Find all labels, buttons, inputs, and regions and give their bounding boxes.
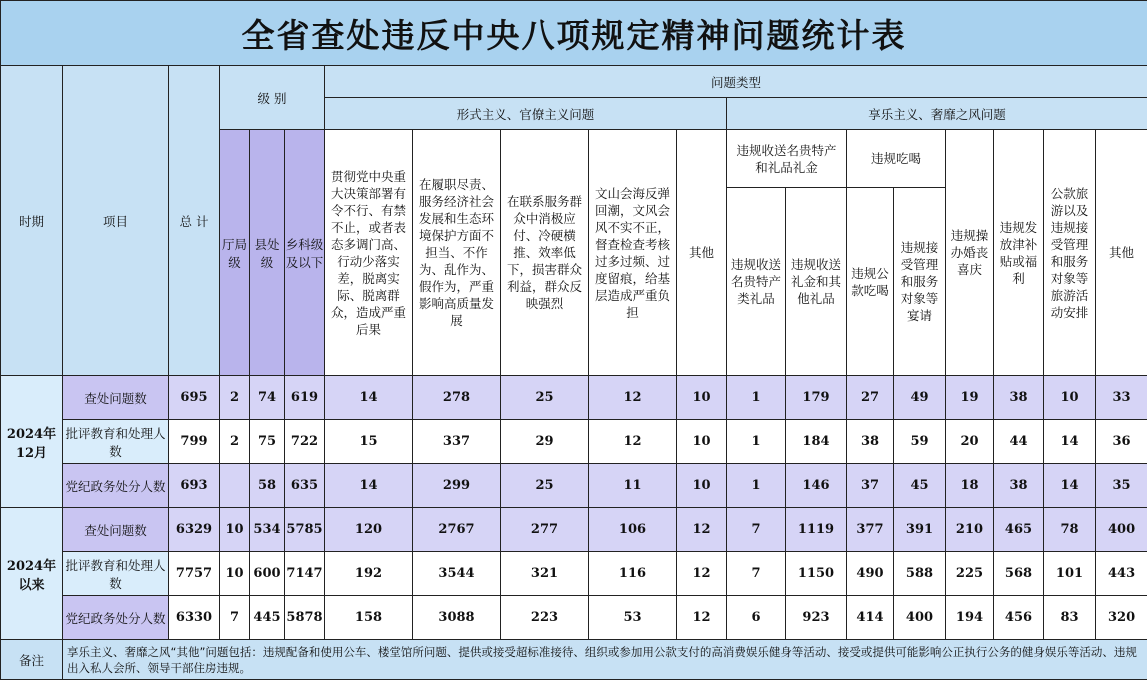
cell-level: 75 [250, 420, 285, 464]
cell-value: 36 [1096, 420, 1147, 464]
cell-value: 11 [589, 464, 677, 508]
cell-level: 7 [220, 596, 250, 640]
header-total: 总 计 [169, 66, 220, 376]
cell-total: 7757 [169, 552, 220, 596]
cell-value: 192 [325, 552, 413, 596]
cell-value: 29 [501, 420, 589, 464]
cell-level: 722 [285, 420, 325, 464]
cell-total: 6329 [169, 508, 220, 552]
header-dining-banquet: 违规接受管理和服务对象等宴请 [894, 188, 946, 376]
row-item: 党纪政务处分人数 [63, 596, 169, 640]
header-level-ting: 厅局级 [220, 130, 250, 376]
cell-value: 7 [727, 552, 786, 596]
header-gift-specialty: 违规收送名贵特产类礼品 [727, 188, 786, 376]
cell-value: 1 [727, 376, 786, 420]
cell-value: 10 [677, 420, 727, 464]
row-item: 批评教育和处理人数 [63, 552, 169, 596]
row-item: 查处问题数 [63, 508, 169, 552]
cell-value: 400 [894, 596, 946, 640]
cell-value: 465 [994, 508, 1044, 552]
cell-value: 158 [325, 596, 413, 640]
cell-total: 693 [169, 464, 220, 508]
cell-value: 1 [727, 464, 786, 508]
cell-level: 534 [250, 508, 285, 552]
header-formalism-other: 其他 [677, 130, 727, 376]
cell-value: 38 [994, 376, 1044, 420]
cell-value: 83 [1044, 596, 1096, 640]
cell-value: 120 [325, 508, 413, 552]
cell-value: 10 [677, 376, 727, 420]
cell-value: 223 [501, 596, 589, 640]
header-travel: 公款旅游以及违规接受管理和服务对象等旅游活动安排 [1044, 130, 1096, 376]
cell-value: 3544 [413, 552, 501, 596]
row-item: 查处问题数 [63, 376, 169, 420]
cell-value: 6 [727, 596, 786, 640]
cell-value: 414 [847, 596, 894, 640]
header-allowance: 违规发放津补贴或福利 [994, 130, 1044, 376]
header-level-xian: 县处级 [250, 130, 285, 376]
cell-value: 12 [677, 552, 727, 596]
cell-value: 19 [946, 376, 994, 420]
cell-value: 391 [894, 508, 946, 552]
cell-value: 923 [786, 596, 847, 640]
cell-value: 194 [946, 596, 994, 640]
cell-level: 5785 [285, 508, 325, 552]
cell-value: 18 [946, 464, 994, 508]
cell-value: 38 [847, 420, 894, 464]
header-level-xiang: 乡科级及以下 [285, 130, 325, 376]
cell-value: 25 [501, 376, 589, 420]
cell-total: 6330 [169, 596, 220, 640]
cell-level: 10 [220, 508, 250, 552]
cell-value: 116 [589, 552, 677, 596]
cell-value: 377 [847, 508, 894, 552]
cell-total: 695 [169, 376, 220, 420]
cell-value: 53 [589, 596, 677, 640]
cell-level: 445 [250, 596, 285, 640]
cell-value: 25 [501, 464, 589, 508]
cell-value: 179 [786, 376, 847, 420]
cell-total: 799 [169, 420, 220, 464]
cell-value: 184 [786, 420, 847, 464]
cell-value: 14 [325, 464, 413, 508]
header-dining-group: 违规吃喝 [847, 130, 946, 188]
cell-value: 320 [1096, 596, 1147, 640]
cell-value: 106 [589, 508, 677, 552]
cell-value: 588 [894, 552, 946, 596]
header-hedonism: 享乐主义、奢靡之风问题 [727, 98, 1147, 130]
header-formalism: 形式主义、官僚主义问题 [325, 98, 727, 130]
table-title: 全省查处违反中央八项规定精神问题统计表 [1, 1, 1147, 66]
cell-value: 14 [1044, 464, 1096, 508]
cell-value: 20 [946, 420, 994, 464]
cell-level: 619 [285, 376, 325, 420]
cell-value: 400 [1096, 508, 1147, 552]
cell-value: 44 [994, 420, 1044, 464]
cell-value: 37 [847, 464, 894, 508]
cell-value: 78 [1044, 508, 1096, 552]
header-formalism-col-1: 贯彻党中央重大决策部署有令不行、有禁不止，或者表态多调门高、行动少落实差，脱离实际、脱离群众，造成严重后果 [325, 130, 413, 376]
cell-level: 74 [250, 376, 285, 420]
cell-level: 2 [220, 420, 250, 464]
cell-value: 568 [994, 552, 1044, 596]
cell-value: 45 [894, 464, 946, 508]
cell-value: 12 [677, 508, 727, 552]
period-label: 2024年以来 [1, 508, 63, 640]
cell-value: 10 [1044, 376, 1096, 420]
cell-value: 321 [501, 552, 589, 596]
cell-level: 10 [220, 552, 250, 596]
header-gift-cash: 违规收送礼金和其他礼品 [786, 188, 847, 376]
period-label: 2024年12月 [1, 376, 63, 508]
cell-level [220, 464, 250, 508]
cell-level: 5878 [285, 596, 325, 640]
cell-level: 600 [250, 552, 285, 596]
cell-value: 277 [501, 508, 589, 552]
note-label: 备注 [1, 640, 63, 680]
header-gift-group: 违规收送名贵特产和礼品礼金 [727, 130, 847, 188]
cell-value: 1119 [786, 508, 847, 552]
header-item: 项目 [63, 66, 169, 376]
cell-value: 35 [1096, 464, 1147, 508]
header-wedding-funeral: 违规操办婚丧喜庆 [946, 130, 994, 376]
cell-value: 101 [1044, 552, 1096, 596]
cell-value: 490 [847, 552, 894, 596]
cell-level: 635 [285, 464, 325, 508]
cell-value: 59 [894, 420, 946, 464]
note-text: 享乐主义、奢靡之风“其他”问题包括：违规配备和使用公车、楼堂馆所问题、提供或接受超标准接待、组织或参加用公款支付的高消费娱乐健身等活动、接受或提供可能影响公正执行公务的健身娱乐等活动、违规出入私人会所、领导干部住房违规。 [63, 640, 1147, 680]
cell-value: 15 [325, 420, 413, 464]
cell-value: 10 [677, 464, 727, 508]
row-item: 党纪政务处分人数 [63, 464, 169, 508]
cell-value: 456 [994, 596, 1044, 640]
header-level: 级 别 [220, 66, 325, 130]
cell-value: 1 [727, 420, 786, 464]
cell-value: 3088 [413, 596, 501, 640]
cell-value: 7 [727, 508, 786, 552]
header-formalism-col-3: 在联系服务群众中消极应付、冷硬横推、效率低下，损害群众利益，群众反映强烈 [501, 130, 589, 376]
cell-value: 2767 [413, 508, 501, 552]
header-formalism-col-2: 在履职尽责、服务经济社会发展和生态环境保护方面不担当、不作为、乱作为、假作为，严重影响高质量发展 [413, 130, 501, 376]
cell-value: 146 [786, 464, 847, 508]
cell-value: 1150 [786, 552, 847, 596]
cell-value: 33 [1096, 376, 1147, 420]
cell-value: 49 [894, 376, 946, 420]
cell-value: 210 [946, 508, 994, 552]
cell-value: 12 [677, 596, 727, 640]
header-hedonism-other: 其他 [1096, 130, 1147, 376]
cell-value: 14 [1044, 420, 1096, 464]
header-problem-type: 问题类型 [325, 66, 1147, 98]
cell-value: 12 [589, 420, 677, 464]
cell-value: 337 [413, 420, 501, 464]
header-formalism-col-4: 文山会海反弹回潮，文风会风不实不正，督查检查考核过多过频、过度留痕，给基层造成严重负担 [589, 130, 677, 376]
cell-level: 7147 [285, 552, 325, 596]
cell-value: 278 [413, 376, 501, 420]
cell-value: 12 [589, 376, 677, 420]
cell-value: 443 [1096, 552, 1147, 596]
cell-level: 2 [220, 376, 250, 420]
cell-value: 27 [847, 376, 894, 420]
row-item: 批评教育和处理人数 [63, 420, 169, 464]
cell-value: 38 [994, 464, 1044, 508]
cell-value: 299 [413, 464, 501, 508]
cell-level: 58 [250, 464, 285, 508]
header-dining-public: 违规公款吃喝 [847, 188, 894, 376]
cell-value: 225 [946, 552, 994, 596]
cell-value: 14 [325, 376, 413, 420]
header-period: 时期 [1, 66, 63, 376]
